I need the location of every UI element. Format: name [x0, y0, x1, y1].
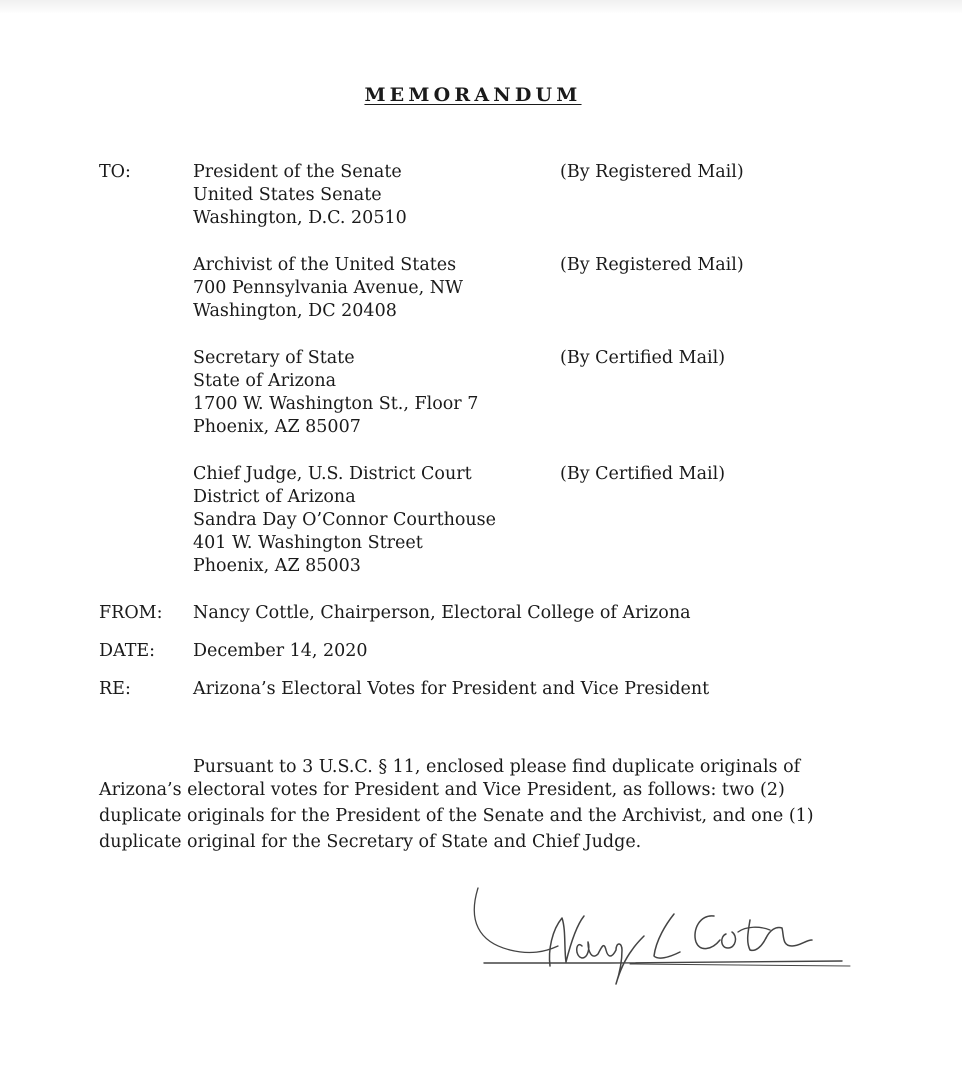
signature: [470, 880, 870, 1000]
recipient-3-line-4: Phoenix, AZ 85007: [193, 417, 361, 437]
body-line-3: duplicate originals for the President of the Senate and the Archivist, and one (1): [99, 806, 814, 826]
re-value: Arizona’s Electoral Votes for President and Vice President: [193, 679, 710, 699]
page-top-shadow: [0, 0, 962, 14]
from-label: FROM:: [99, 603, 163, 623]
body-line-1: Pursuant to 3 U.S.C. § 11, enclosed please find duplicate originals of: [193, 757, 801, 777]
recipient-3-delivery-method: (By Certified Mail): [560, 348, 726, 368]
recipient-4-line-1: Chief Judge, U.S. District Court: [193, 464, 472, 484]
recipient-1-delivery-method: (By Registered Mail): [560, 162, 744, 182]
from-value: Nancy Cottle, Chairperson, Electoral College of Arizona: [193, 603, 691, 623]
date-label: DATE:: [99, 641, 156, 661]
recipient-1-line-2: United States Senate: [193, 185, 382, 205]
recipient-2-line-3: Washington, DC 20408: [193, 301, 397, 321]
recipient-2-line-2: 700 Pennsylvania Avenue, NW: [193, 278, 463, 298]
recipient-2-line-1: Archivist of the United States: [193, 255, 457, 275]
recipient-2-delivery-method: (By Registered Mail): [560, 255, 744, 275]
recipient-1-line-1: President of the Senate: [193, 162, 402, 182]
date-value: December 14, 2020: [193, 641, 368, 661]
body-line-2: Arizona’s electoral votes for President and Vice President, as follows: two (2): [99, 780, 785, 800]
recipient-3-line-1: Secretary of State: [193, 348, 355, 368]
re-label: RE:: [99, 679, 131, 699]
recipient-4-line-2: District of Arizona: [193, 487, 356, 507]
recipient-4-line-3: Sandra Day O’Connor Courthouse: [193, 510, 497, 530]
recipient-1-line-3: Washington, D.C. 20510: [193, 208, 407, 228]
recipient-4-line-4: 401 W. Washington Street: [193, 533, 423, 553]
recipient-3-line-3: 1700 W. Washington St., Floor 7: [193, 394, 479, 414]
recipient-3-line-2: State of Arizona: [193, 371, 337, 391]
body-line-4: duplicate original for the Secretary of State and Chief Judge.: [99, 832, 642, 852]
to-label: TO:: [99, 162, 131, 182]
recipient-4-delivery-method: (By Certified Mail): [560, 464, 726, 484]
memo-title: MEMORANDUM: [364, 84, 582, 106]
recipient-4-line-5: Phoenix, AZ 85003: [193, 556, 361, 576]
